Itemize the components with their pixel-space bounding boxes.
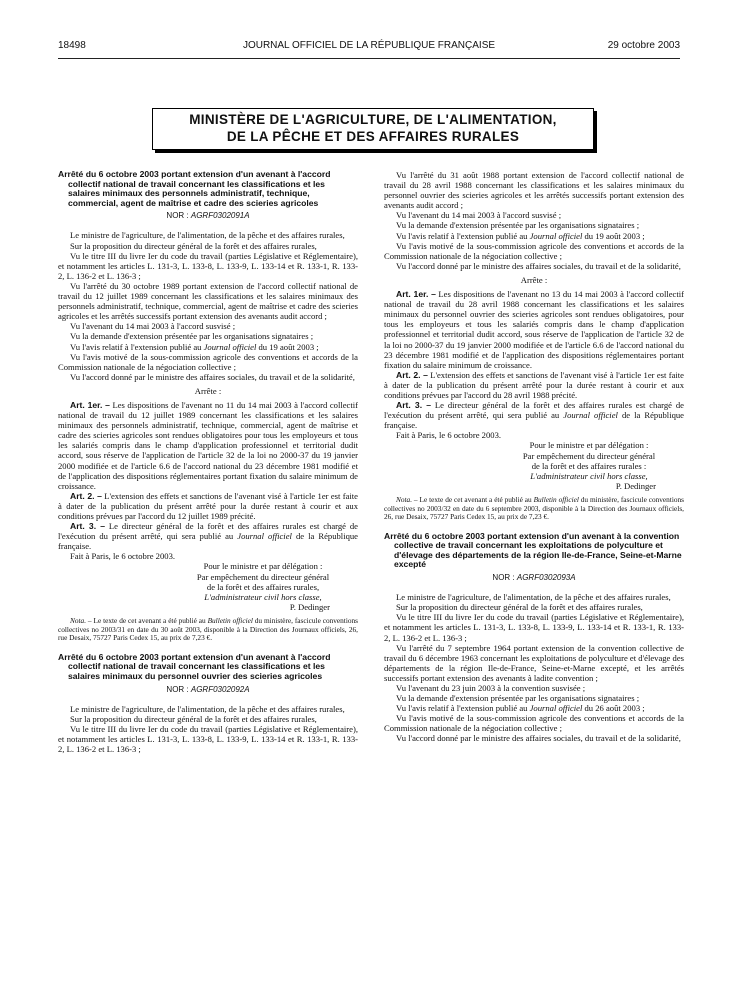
- paragraph: Vu l'arrêté du 7 septembre 1964 portant extension de la convention collective de travail du 6 décembre 1963 concernant les exploitations de polyculture et d'élevage des départements de la région Ile-de-France, Seine-et-Marne excepté, et les arrêtés successifs portant extension des avenants à ladite convention ;: [384, 642, 684, 683]
- decree-3-title: Arrêté du 6 octobre 2003 portant extension d'un avenant à la convention collective de travail concernant les exploitations de polyculture et d'élevage des départements de la région Ile-de-France, Seine-et-Marne excepté: [384, 530, 682, 570]
- page-number: 18498: [58, 40, 86, 51]
- signature-line: Pour le ministre et par délégation :: [203, 561, 323, 572]
- decree-1-nor: [58, 211, 358, 221]
- article-3: [384, 400, 684, 430]
- note-text: Le texte de cet avenant a été publié au: [417, 494, 534, 504]
- ministry-line-1: MINISTÈRE DE L'AGRICULTURE, DE L'ALIMENTATION,: [189, 112, 557, 127]
- note-label: Nota. –: [70, 615, 92, 625]
- paragraph: Sur la proposition du directeur général de la forêt et des affaires rurales,: [396, 602, 643, 613]
- journal-ref: Journal officiel: [203, 341, 257, 352]
- paragraph: Vu l'accord donné par le ministre des affaires sociales, du travail et de la solidarité,: [396, 260, 681, 271]
- article-label: Art. 3. –: [70, 521, 105, 532]
- note-label: Nota. –: [396, 494, 418, 504]
- decree-2-title: Arrêté du 6 octobre 2003 portant extension d'un avenant à l'accord collectif national de travail concernant les classifications et les salaires minimaux du personnel ouvrier des scieries agricoles: [58, 651, 331, 681]
- signature-line: de la forêt et des affaires rurales,: [206, 581, 320, 592]
- text: Vu l'avis relatif à l'extension publié au: [396, 703, 530, 714]
- article-text: Le directeur général de la forêt et des affaires rurales est chargé de l'exécution du présent arrêté, qui sera publié au: [58, 521, 358, 542]
- journal-ref: Journal officiel: [563, 410, 618, 421]
- article-2: [384, 370, 684, 400]
- note-text: Le texte de cet avenant a été publié au: [91, 615, 208, 625]
- bulletin-ref: Bulletin officiel: [207, 615, 253, 625]
- paragraph: Vu l'avenant du 14 mai 2003 à l'accord susvisé ;: [70, 321, 236, 332]
- signatory-name: P. Dedinger: [615, 480, 656, 491]
- arrete-heading: Arrête :: [194, 385, 222, 396]
- article-1: [384, 289, 684, 370]
- signature-line: [168, 592, 358, 602]
- arrete-heading: Arrête :: [520, 274, 548, 285]
- article-3: [58, 521, 358, 551]
- paragraph: Vu l'avenant du 23 juin 2003 à la convention susvisée ;: [396, 683, 586, 693]
- decree-2: [58, 653, 358, 754]
- paragraph: Vu l'arrêté du 30 octobre 1989 portant extension de l'accord collectif national de travail du 12 juillet 1989 concernant les classifications et les salaires minimaux des personnels administratif, technique, commercial, agent de maîtrise et cadre des scieries agricoles et les arrêtés successifs portant extension des avenants audit accord ;: [58, 280, 358, 322]
- journal-title: JOURNAL OFFICIEL DE LA RÉPUBLIQUE FRANÇAISE: [242, 40, 496, 51]
- paragraph: Vu l'arrêté du 31 août 1988 portant extension de l'accord collectif national de travail du 28 avril 1988 concernant les classifications et les salaires minimaux du personnel ouvrier des scieries agricoles et les arrêtés successifs portant extension des avenants audit accord ;: [384, 170, 684, 211]
- signature-line: [494, 471, 684, 481]
- article-text: Les dispositions de l'avenant no 13 du 14 mai 2003 à l'accord collectif national de travail du 28 avril 1988 concernant les classifications et les salaires minimaux du personnel ouvrier des scieries agricoles sont rendues obligatoires, pour tous les employeurs et tous les salariés compris dans le champ d'application professionnel et territorial dudit accord, sous réserve de l'application de l'article 32 de la loi no 2000-37 du 19 janvier 2000 modifiée et de l'article 6.6 de l'accord national du 23 décembre 1981 modifié et de l'application des dispositions réglementaires portant fixation du salaire minimum de croissance.: [384, 289, 684, 370]
- signatory-title: L'administrateur civil hors classe,: [204, 591, 322, 602]
- decree-2-continued: [384, 170, 684, 522]
- paragraph: [58, 342, 358, 352]
- paragraph: Le ministre de l'agriculture, de l'alimentation, de la pêche et des affaires rurales,: [396, 592, 671, 603]
- right-column: [384, 170, 684, 744]
- paragraph: Vu la demande d'extension présentée par les organisations signataires ;: [396, 220, 640, 231]
- paragraph: Le ministre de l'agriculture, de l'alimentation, de la pêche et des affaires rurales,: [70, 230, 345, 241]
- article-label: Art. 1er. –: [396, 289, 436, 300]
- paragraph: Vu la demande d'extension présentée par les organisations signataires ;: [70, 331, 314, 342]
- article-label: Art. 3. –: [396, 400, 431, 411]
- decree-2-nor: [58, 685, 358, 695]
- signing-place-date: Fait à Paris, le 6 octobre 2003.: [396, 430, 502, 441]
- ministry-heading: [152, 108, 594, 150]
- text: du 19 août 2003 ;: [582, 230, 645, 241]
- signatory-name: P. Dedinger: [289, 601, 330, 612]
- paragraph: Vu l'avenant du 14 mai 2003 à l'accord susvisé ;: [396, 210, 562, 221]
- signing-place-date: Fait à Paris, le 6 octobre 2003.: [70, 551, 176, 562]
- paragraph: Sur la proposition du directeur général de la forêt et des affaires rurales,: [70, 713, 317, 724]
- paragraph: Vu l'accord donné par le ministre des affaires sociales, du travail et de la solidarité,: [70, 371, 355, 382]
- paragraph: Vu l'avis motivé de la sous-commission agricole des conventions et accords de la Commission nationale de la négociation collective ;: [58, 351, 358, 372]
- nor-code: AGRF0302093A: [516, 573, 576, 583]
- running-header: [58, 40, 680, 56]
- article-1: [58, 400, 358, 491]
- nor-label: NOR :: [166, 211, 191, 221]
- journal-ref: Journal officiel: [529, 230, 583, 241]
- paragraph: [384, 703, 684, 713]
- paragraph: Vu le titre III du livre Ier du code du travail (parties Législative et Réglementaire), et notamment les articles L. 131-3, L. 133-8, L. 133-9, L. 133-14 et R. 133-1, R. 133-2, L. 136-2 et L. 136-3 ;: [384, 612, 684, 643]
- decree-1: [58, 170, 358, 643]
- signatory-title: L'administrateur civil hors classe,: [530, 470, 648, 481]
- article-text: L'extension des effets et sanctions de l'avenant visé à l'article 1er est faite à dater de la publication du présent arrêté pour la durée restant à courir et aux conditions prévues par l'accord du 28 avril 1988 précité.: [384, 369, 684, 400]
- note-text: du ministère, fascicule conventions collectives no 2003/32 en date du 6 septembre 2003, disponible à la Direction des Journaux officiels, 26, rue Desaix, 75727 Paris Cedex 15, au prix de 7,23 €.: [384, 494, 684, 522]
- paragraph: Le ministre de l'agriculture, de l'alimentation, de la pêche et des affaires rurales,: [70, 703, 345, 714]
- journal-ref: Journal officiel: [237, 531, 292, 542]
- note-text: du ministère, fascicule conventions collectives no 2003/31 en date du 30 août 2003, disponible à la Direction des Journaux officiels, 26, rue Desaix, 75727 Paris Cedex 15, au prix de 7,23 €.: [58, 615, 358, 643]
- decree-1-note: [58, 617, 358, 643]
- signature-line: Pour le ministre et par délégation :: [529, 440, 649, 451]
- article-text: Le directeur général de la forêt et des affaires rurales est chargé de l'exécution du présent arrêté, qui sera publié au: [384, 400, 684, 421]
- paragraph: Vu le titre III du livre Ier du code du travail (parties Législative et Réglementaire), et notamment les articles L. 131-3, L. 133-8, L. 133-9, L. 133-14 et R. 133-1, R. 133-2, L. 136-2 et L. 136-3 ;: [58, 723, 358, 754]
- text: du 26 août 2003 ;: [582, 703, 645, 714]
- article-text: L'extension des effets et sanctions de l'avenant visé à l'article 1er est faite à dater de la publication du présent arrêté pour la durée restant à courir et aux conditions prévues par l'accord du 12 juillet 1989 précité.: [58, 490, 358, 521]
- nor-label: NOR :: [492, 573, 517, 583]
- paragraph: Sur la proposition du directeur général de la forêt et des affaires rurales,: [70, 240, 317, 251]
- decree-3-nor: [384, 573, 684, 583]
- nor-code: AGRF0302092A: [190, 684, 250, 694]
- issue-date: 29 octobre 2003: [607, 40, 680, 51]
- paragraph: Vu l'avis motivé de la sous-commission agricole des conventions et accords de la Commission nationale de la négociation collective ;: [384, 713, 684, 734]
- paragraph: Vu le titre III du livre Ier du code du travail (parties Législative et Réglementaire), et notamment les articles L. 131-3, L. 133-8, L. 133-9, L. 133-14 et R. 133-1, R. 133-2, L. 136-2 et L. 136-3 ;: [58, 250, 358, 281]
- paragraph: Vu la demande d'extension présentée par les organisations signataires ;: [396, 693, 640, 704]
- nor-code: AGRF0302091A: [190, 211, 250, 221]
- decree-2-note: [384, 496, 684, 522]
- signature-line: Par empêchement du directeur général: [522, 450, 656, 461]
- text: du 19 août 2003 ;: [256, 341, 319, 352]
- decree-1-title: Arrêté du 6 octobre 2003 portant extension d'un avenant à l'accord collectif national de travail concernant les classifications et les salaires minimaux des personnels administratif, technique, commercial, agent de maîtrise et cadre des scieries agricoles: [58, 169, 331, 208]
- bulletin-ref: Bulletin officiel: [533, 494, 579, 504]
- paragraph: [384, 231, 684, 241]
- article-label: Art. 1er. –: [70, 399, 110, 410]
- article-text: de la République française.: [58, 531, 358, 552]
- header-rule: [58, 58, 680, 59]
- left-column: [58, 170, 358, 754]
- signature-line: de la forêt et des affaires rurales :: [531, 460, 647, 471]
- journal-ref: Journal officiel: [529, 703, 583, 714]
- article-text: de la République française.: [384, 410, 684, 431]
- nor-label: NOR :: [166, 684, 191, 694]
- signature-line: Par empêchement du directeur général: [196, 571, 330, 582]
- paragraph: Vu l'accord donné par le ministre des affaires sociales, du travail et de la solidarité,: [396, 733, 681, 744]
- article-label: Art. 2. –: [396, 369, 428, 380]
- text: Vu l'avis relatif à l'extension publié au: [70, 341, 204, 352]
- article-2: [58, 491, 358, 521]
- article-text: Les dispositions de l'avenant no 11 du 14 mai 2003 à l'accord collectif national de travail du 12 juillet 1989 concernant les classifications et les salaires minimaux des personnels administratif, technique, commercial, agent de maîtrise et cadre des scieries agricoles sont rendues obligatoires pour tous les employeurs et tous les salariés compris dans le champ d'application professionnel et territorial dudit accord, sous réserve de l'application de l'article 32 de la loi no 2000-37 du 19 janvier 2000 modifiée et de l'article 6.6 de l'accord national du 23 décembre 1981 modifié et de l'application des dispositions réglementaires portant fixation du salaire minimum de croissance.: [58, 399, 358, 491]
- text: Vu l'avis relatif à l'extension publié au: [396, 230, 530, 241]
- paragraph: Vu l'avis motivé de la sous-commission agricole des conventions et accords de la Commission nationale de la négociation collective ;: [384, 240, 684, 261]
- article-label: Art. 2. –: [70, 490, 102, 501]
- ministry-line-2: DE LA PÊCHE ET DES AFFAIRES RURALES: [226, 129, 520, 144]
- decree-3: [384, 532, 684, 744]
